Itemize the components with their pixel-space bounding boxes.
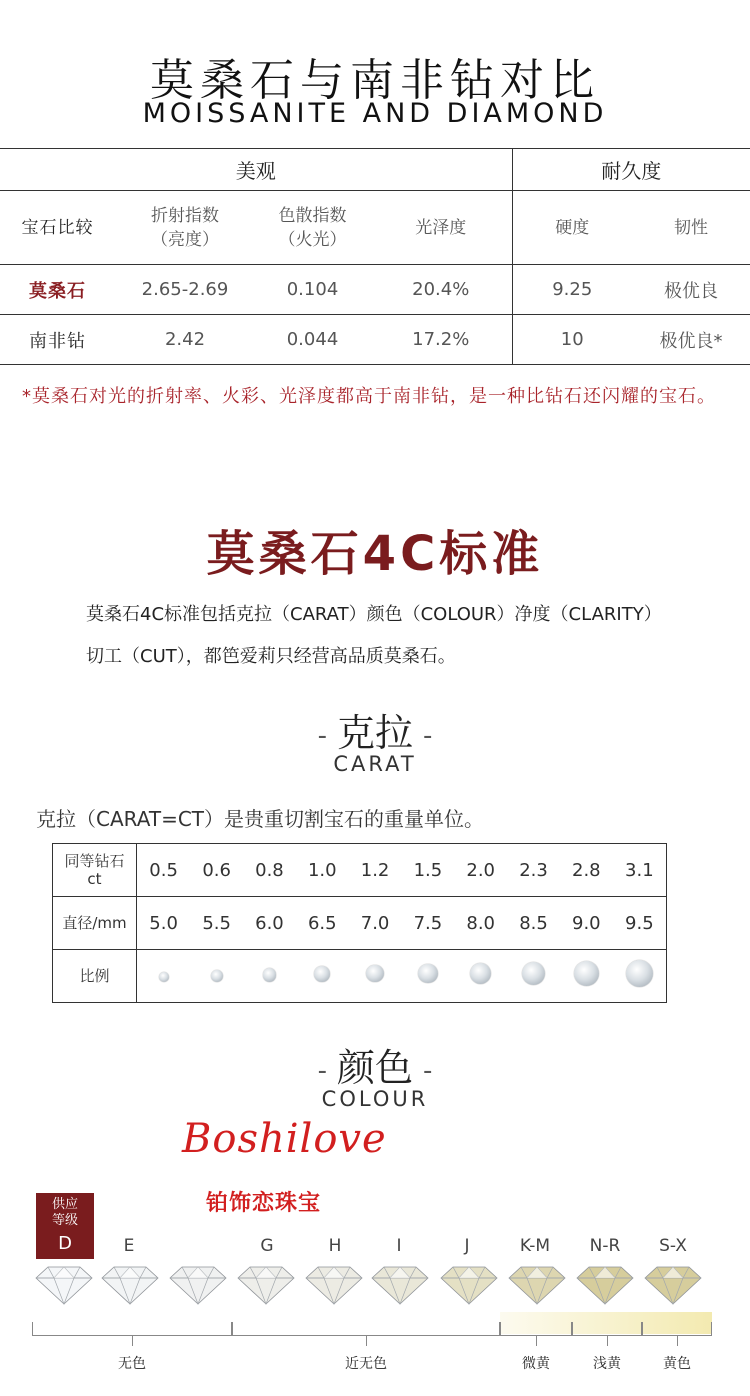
grade-letter: G xyxy=(260,1236,274,1256)
cell-scale xyxy=(296,950,349,1003)
brand-logo: Boshilove xyxy=(182,1116,387,1162)
col-gem: 宝石比较 xyxy=(0,191,115,265)
table-row xyxy=(0,315,750,365)
cell-luster: 17.2% xyxy=(370,315,512,365)
cell-ct: 2.0 xyxy=(466,859,496,881)
colour-category-label: 黄色 xyxy=(663,1356,691,1372)
cell-ct: 0.5 xyxy=(149,859,178,881)
grade-bracket xyxy=(500,1322,572,1336)
cell-scale xyxy=(349,950,402,1003)
cell-mm: 8.5 xyxy=(507,897,560,950)
diamond-icon xyxy=(366,965,384,983)
cell-ct: 1.5 xyxy=(413,859,443,881)
col-dispersion: 色散指数 （火光） xyxy=(255,191,370,265)
diamond-icon xyxy=(641,1262,705,1306)
bracket-tick xyxy=(366,1336,367,1346)
colour-category-label: 近无色 xyxy=(345,1356,387,1372)
carat-subtitle: CARAT xyxy=(333,752,417,776)
table-group-header xyxy=(0,149,750,191)
group-durability: 耐久度 xyxy=(512,149,750,191)
cell-mm: 7.5 xyxy=(401,897,454,950)
table-row xyxy=(53,897,667,950)
carat-table xyxy=(52,843,667,1003)
cell-scale xyxy=(243,950,296,1003)
cell-hardness: 10 xyxy=(512,315,632,365)
cell-scale xyxy=(454,950,507,1003)
row-label-ct: 同等钻石 ct xyxy=(53,844,137,897)
page-subtitle: MOISSANITE AND DIAMOND xyxy=(142,98,608,129)
table-column-header xyxy=(0,191,750,265)
cell-toughness: 极优良 xyxy=(632,265,750,315)
diamond-icon xyxy=(32,1262,96,1306)
cell-mm: 7.0 xyxy=(349,897,402,950)
cell-scale xyxy=(401,950,454,1003)
table-row xyxy=(53,950,667,1003)
carat-description: 克拉（CARAT=CT）是贵重切割宝石的重量单位。 xyxy=(36,807,485,831)
diamond-icon xyxy=(470,963,491,984)
diamond-icon xyxy=(418,964,438,984)
table-row xyxy=(53,844,667,897)
cell-mm: 9.0 xyxy=(560,897,613,950)
diamond-icon xyxy=(263,968,277,982)
supply-grade-badge: 供应 等级 D xyxy=(36,1193,94,1259)
colour-category-label: 浅黄 xyxy=(593,1356,621,1372)
diamond-icon xyxy=(437,1262,501,1306)
diamond-icon xyxy=(574,961,599,986)
comparison-note: *莫桑石对光的折射率、火彩、光泽度都高于南非钻，是一种比钻石还闪耀的宝石。 xyxy=(22,386,716,407)
cell-scale xyxy=(190,950,243,1003)
standard-description: 莫桑石4C标准包括克拉（CARAT）颜色（COLOUR）净度（CLARITY） 切工（CUT），都笆爱莉只经营高品质莫桑石。 xyxy=(86,604,662,667)
grade-letter: I xyxy=(396,1236,402,1256)
bracket-tick xyxy=(132,1336,133,1346)
cell-dispersion: 0.104 xyxy=(255,265,370,315)
col-refraction: 折射指数 （亮度） xyxy=(115,191,255,265)
cell-refraction: 2.42 xyxy=(115,315,255,365)
grade-letter: K-M xyxy=(519,1236,551,1256)
cell-mm: 6.5 xyxy=(296,897,349,950)
grade-bracket xyxy=(32,1322,232,1336)
row-name: 南非钻 xyxy=(0,315,115,365)
grade-letter: N-R xyxy=(589,1236,621,1256)
diamond-icon xyxy=(159,972,169,982)
cell-hardness: 9.25 xyxy=(512,265,632,315)
cell-ct: 1.2 xyxy=(360,859,390,881)
page-title: 莫桑石与南非钻对比 xyxy=(150,55,600,106)
col-luster: 光泽度 xyxy=(370,191,512,265)
diamond-icon xyxy=(234,1262,298,1306)
colour-category-label: 无色 xyxy=(118,1356,146,1372)
col-toughness: 韧性 xyxy=(632,191,750,265)
grade-letter: J xyxy=(464,1236,470,1256)
cell-mm: 5.5 xyxy=(190,897,243,950)
cell-ct: 2.8 xyxy=(572,859,601,881)
cell-scale xyxy=(507,950,560,1003)
cell-luster: 20.4% xyxy=(370,265,512,315)
colour-title: - 颜色 - xyxy=(317,1046,433,1090)
grade-letter: E xyxy=(123,1236,135,1256)
colour-category-label: 微黄 xyxy=(522,1356,550,1372)
grade-bracket xyxy=(232,1322,500,1336)
diamond-icon xyxy=(98,1262,162,1306)
cell-dispersion: 0.044 xyxy=(255,315,370,365)
cell-mm: 8.0 xyxy=(454,897,507,950)
col-hardness: 硬度 xyxy=(512,191,632,265)
cell-ct: 0.6 xyxy=(202,859,231,881)
standard-title: 莫桑石4C标准 xyxy=(206,526,544,582)
diamond-icon xyxy=(573,1262,637,1306)
diamond-icon xyxy=(211,970,223,982)
cell-ct: 0.8 xyxy=(255,859,284,881)
cell-mm: 9.5 xyxy=(613,897,667,950)
grade-bracket xyxy=(572,1322,642,1336)
bracket-tick xyxy=(677,1336,678,1346)
grade-letter: H xyxy=(328,1236,342,1256)
group-beauty: 美观 xyxy=(0,149,512,191)
row-label-mm: 直径/mm xyxy=(53,897,137,950)
diamond-icon xyxy=(522,962,545,985)
diamond-icon xyxy=(166,1262,230,1306)
cell-mm: 5.0 xyxy=(137,897,191,950)
brand-name: 铂饰恋珠宝 xyxy=(206,1191,322,1216)
cell-scale xyxy=(137,950,191,1003)
grade-letter: S-X xyxy=(659,1236,687,1256)
cell-refraction: 2.65-2.69 xyxy=(115,265,255,315)
cell-toughness: 极优良* xyxy=(632,315,750,365)
row-name: 莫桑石 xyxy=(0,265,115,315)
diamond-icon xyxy=(314,966,330,982)
cell-ct: 3.1 xyxy=(625,859,654,881)
row-label-scale: 比例 xyxy=(53,950,137,1003)
colour-subtitle: COLOUR xyxy=(321,1087,429,1111)
diamond-icon xyxy=(626,960,653,987)
comparison-table xyxy=(0,148,750,365)
cell-scale xyxy=(613,950,667,1003)
bracket-tick xyxy=(607,1336,608,1346)
diamond-icon xyxy=(505,1262,569,1306)
cell-ct: 2.3 xyxy=(519,859,548,881)
carat-title: - 克拉 - xyxy=(317,711,433,755)
diamond-icon xyxy=(368,1262,432,1306)
bracket-tick xyxy=(536,1336,537,1346)
diamond-icon xyxy=(302,1262,366,1306)
table-row xyxy=(0,265,750,315)
cell-scale xyxy=(560,950,613,1003)
cell-mm: 6.0 xyxy=(243,897,296,950)
grade-bracket xyxy=(642,1322,712,1336)
cell-ct: 1.0 xyxy=(307,859,337,881)
